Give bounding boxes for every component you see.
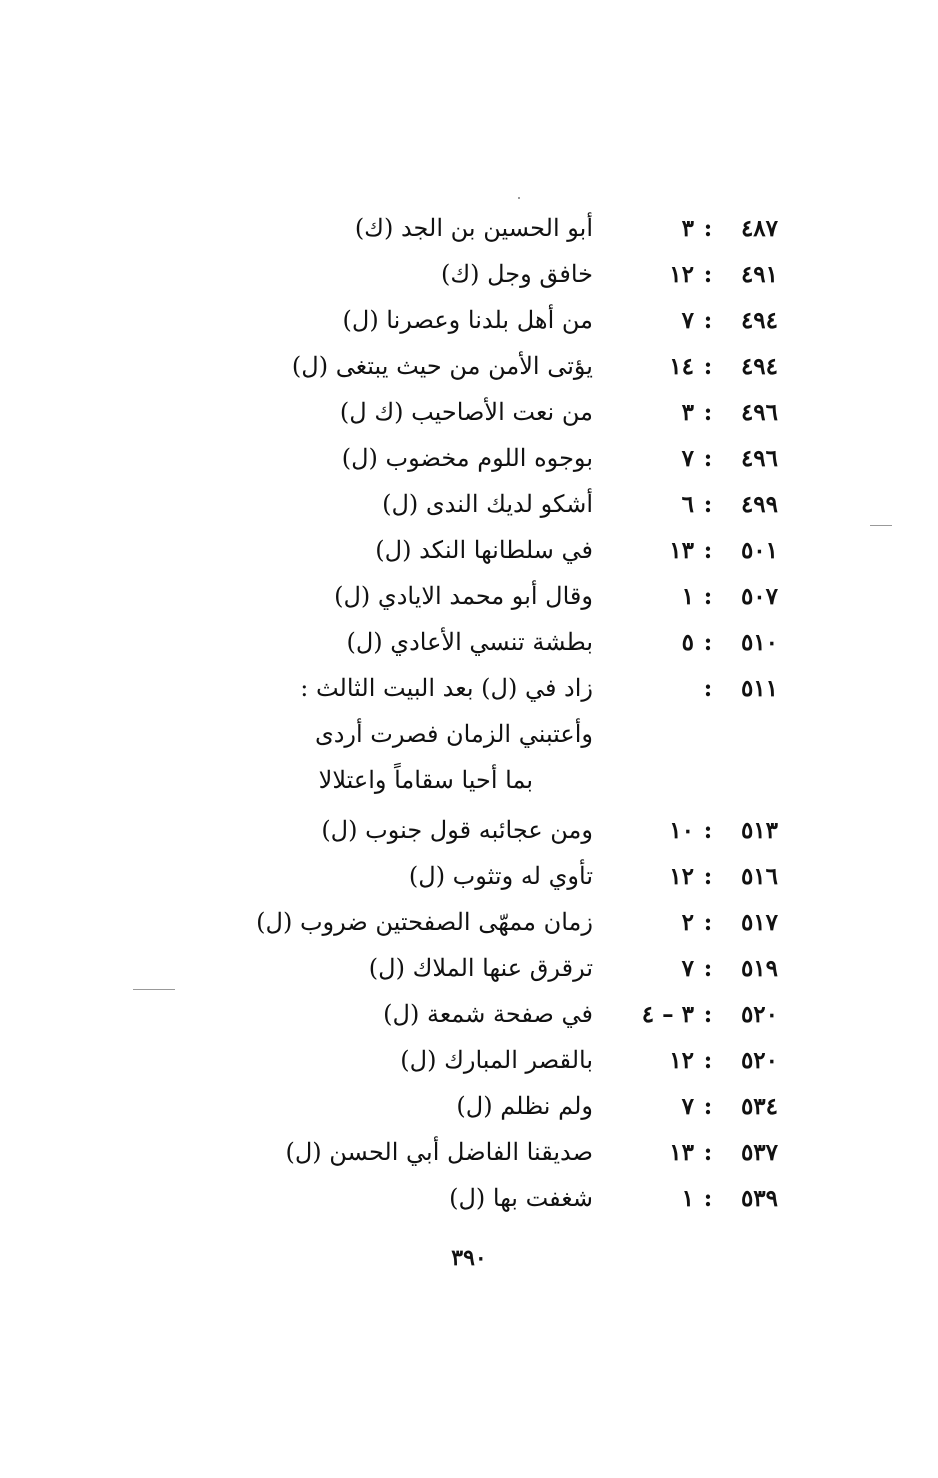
verse-second-hemistich bbox=[0, 757, 938, 803]
list-item bbox=[0, 205, 938, 251]
page-number: ٥٣٤ bbox=[740, 1092, 778, 1120]
scan-mark bbox=[870, 525, 892, 526]
line-number: ٧ bbox=[681, 444, 694, 472]
entry-text: أبو الحسين بن الجد (ك) bbox=[354, 214, 593, 242]
entry-text: ولم نظلم (ل) bbox=[456, 1092, 593, 1120]
reference bbox=[628, 991, 778, 1037]
line-number: ٣ bbox=[681, 398, 694, 426]
page-number: ٥١٠ bbox=[740, 628, 778, 656]
verse-first-hemistich bbox=[0, 711, 938, 757]
page-number: ٥٢٠ bbox=[740, 1046, 778, 1074]
separator: : bbox=[703, 908, 713, 936]
list-item bbox=[0, 251, 938, 297]
separator: : bbox=[703, 674, 713, 702]
separator: : bbox=[703, 1138, 713, 1166]
separator: : bbox=[703, 816, 713, 844]
reference bbox=[628, 343, 778, 389]
list-item bbox=[0, 807, 938, 853]
entry-text: بطشة تنسي الأعادي (ل) bbox=[346, 628, 593, 656]
entry-text: من نعت الأصاحيب (ك ل) bbox=[339, 398, 593, 426]
list-item bbox=[0, 1129, 938, 1175]
variants-list bbox=[0, 205, 938, 1221]
line-number: ١٣ bbox=[669, 1138, 694, 1166]
line-number: ٧ bbox=[681, 306, 694, 334]
entry-text: من أهل بلدنا وعصرنا (ل) bbox=[342, 306, 593, 334]
separator: : bbox=[703, 954, 713, 982]
line-number: ١٢ bbox=[669, 260, 694, 288]
reference bbox=[628, 481, 778, 527]
separator: : bbox=[703, 214, 713, 242]
separator: : bbox=[703, 490, 713, 518]
reference bbox=[628, 573, 778, 619]
separator: : bbox=[703, 1000, 713, 1028]
reference bbox=[628, 435, 778, 481]
line-number: ١٢ bbox=[669, 1046, 694, 1074]
line-number: ١٠ bbox=[669, 816, 694, 844]
reference bbox=[628, 527, 778, 573]
reference bbox=[628, 619, 778, 665]
separator: : bbox=[703, 306, 713, 334]
page-number: ٥٣٩ bbox=[740, 1184, 778, 1212]
reference bbox=[628, 945, 778, 991]
separator: : bbox=[703, 444, 713, 472]
page-number: ٥٢٠ bbox=[740, 1000, 778, 1028]
scan-mark bbox=[133, 989, 175, 990]
reference bbox=[628, 1037, 778, 1083]
list-item bbox=[0, 481, 938, 527]
entry-text: أشكو لديك الندى (ل) bbox=[382, 490, 593, 518]
reference bbox=[628, 297, 778, 343]
entry-text: تأوي له وتثوب (ل) bbox=[408, 862, 593, 890]
line-number: ٣ bbox=[681, 214, 694, 242]
separator: : bbox=[703, 1046, 713, 1074]
separator: : bbox=[703, 1092, 713, 1120]
page-number: ٥١٦ bbox=[740, 862, 778, 890]
note-text: زاد في (ل) بعد البيت الثالث : bbox=[300, 674, 593, 702]
separator: : bbox=[703, 582, 713, 610]
reference bbox=[628, 1083, 778, 1129]
list-item bbox=[0, 945, 938, 991]
separator: : bbox=[703, 1184, 713, 1212]
line-number: ١ bbox=[681, 582, 694, 610]
entry-text: شغفت بها (ل) bbox=[449, 1184, 593, 1212]
note-item bbox=[0, 665, 938, 711]
page-number: ٤٩٤ bbox=[740, 352, 778, 380]
reference bbox=[628, 899, 778, 945]
verse-text: بما أحيا سقاماً واعتلالا bbox=[318, 766, 533, 794]
line-number: ٥ bbox=[681, 628, 694, 656]
list-item bbox=[0, 1037, 938, 1083]
separator: : bbox=[703, 628, 713, 656]
list-item bbox=[0, 853, 938, 899]
entry-text: صديقنا الفاضل أبي الحسن (ل) bbox=[285, 1138, 593, 1166]
reference bbox=[628, 665, 778, 711]
list-item bbox=[0, 297, 938, 343]
page-number: ٥٠٧ bbox=[740, 582, 778, 610]
line-number: ١٢ bbox=[669, 862, 694, 890]
reference bbox=[628, 389, 778, 435]
list-item bbox=[0, 573, 938, 619]
entry-text: في سلطانها النكد (ل) bbox=[375, 536, 593, 564]
entry-text: وقال أبو محمد الايادي (ل) bbox=[334, 582, 593, 610]
page-number: ٥١٣ bbox=[740, 816, 778, 844]
page-number: ٤٨٧ bbox=[740, 214, 778, 242]
list-item bbox=[0, 343, 938, 389]
page-number: ٤٩٩ bbox=[740, 490, 778, 518]
line-number: ١٣ bbox=[669, 536, 694, 564]
separator: : bbox=[703, 536, 713, 564]
page-number: ٤٩٤ bbox=[740, 306, 778, 334]
page-number: ٥١٧ bbox=[740, 908, 778, 936]
entry-text: في صفحة شمعة (ل) bbox=[383, 1000, 593, 1028]
separator: : bbox=[703, 398, 713, 426]
entry-text: ومن عجائبه قول جنوب (ل) bbox=[321, 816, 593, 844]
page-number: ٤٩٦ bbox=[740, 398, 778, 426]
page-number: ٥٣٧ bbox=[740, 1138, 778, 1166]
reference bbox=[628, 1175, 778, 1221]
entry-text: خافق وجل (ك) bbox=[440, 260, 593, 288]
entry-text: بوجوه اللوم مخضوب (ل) bbox=[341, 444, 593, 472]
reference bbox=[628, 205, 778, 251]
entry-text: زمان ممهّى الصفحتين ضروب (ل) bbox=[256, 908, 593, 936]
entry-text: بالقصر المبارك (ل) bbox=[400, 1046, 593, 1074]
page-number: ٥٠١ bbox=[740, 536, 778, 564]
line-number: ١٤ bbox=[669, 352, 694, 380]
entry-text: ترقرق عنها الملاك (ل) bbox=[368, 954, 593, 982]
list-item bbox=[0, 527, 938, 573]
line-number: ٣ – ٤ bbox=[641, 1000, 694, 1028]
list-item bbox=[0, 899, 938, 945]
list-item bbox=[0, 1175, 938, 1221]
line-number: ٦ bbox=[681, 490, 694, 518]
verse-text: وأعتبني الزمان فصرت أردى bbox=[314, 720, 593, 748]
separator: : bbox=[703, 352, 713, 380]
list-item bbox=[0, 619, 938, 665]
reference bbox=[628, 853, 778, 899]
scan-mark bbox=[518, 197, 520, 199]
list-item bbox=[0, 389, 938, 435]
line-number: ١ bbox=[681, 1184, 694, 1212]
page-number: ٥١١ bbox=[740, 674, 778, 702]
list-item bbox=[0, 1083, 938, 1129]
line-number: ٢ bbox=[681, 908, 694, 936]
reference bbox=[628, 1129, 778, 1175]
line-number: ٧ bbox=[681, 954, 694, 982]
line-number: ٧ bbox=[681, 1092, 694, 1120]
page-number: ٤٩١ bbox=[740, 260, 778, 288]
separator: : bbox=[703, 260, 713, 288]
page-number: ٤٩٦ bbox=[740, 444, 778, 472]
reference bbox=[628, 807, 778, 853]
entry-text: يؤتى الأمن من حيث يبتغى (ل) bbox=[291, 352, 593, 380]
list-item bbox=[0, 991, 938, 1037]
separator: : bbox=[703, 862, 713, 890]
page-number: ٥١٩ bbox=[740, 954, 778, 982]
page-number-footer: ٣٩٠ bbox=[451, 1245, 487, 1271]
reference bbox=[628, 251, 778, 297]
list-item bbox=[0, 435, 938, 481]
